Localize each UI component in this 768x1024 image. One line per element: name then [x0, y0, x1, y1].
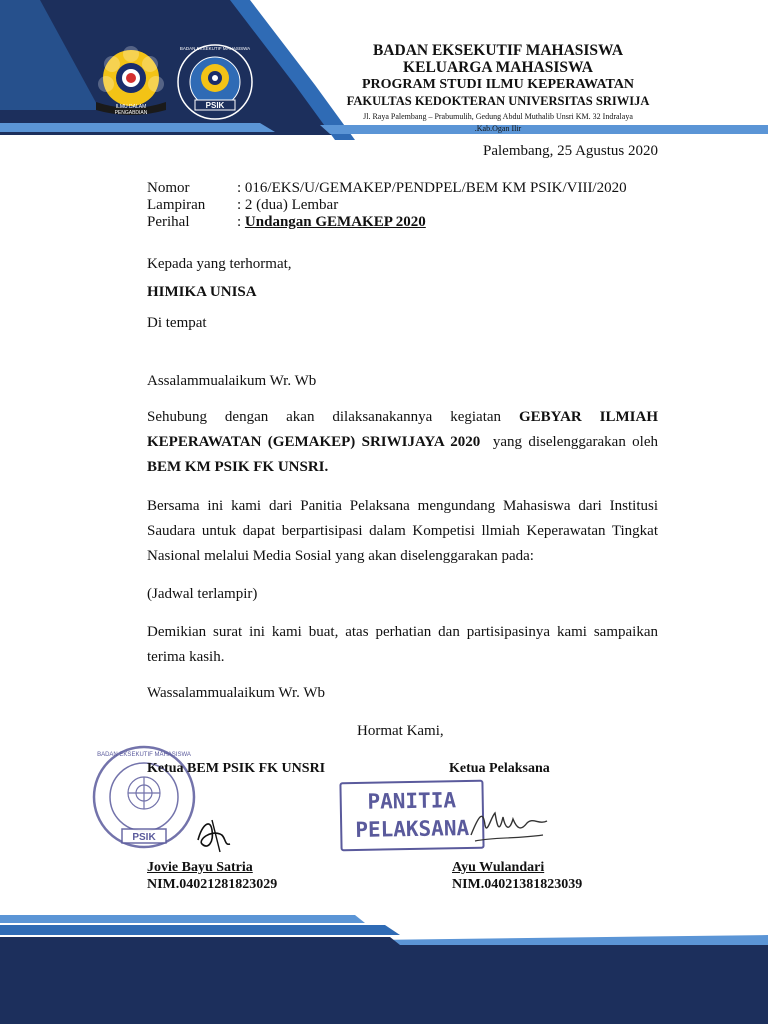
letterhead-line-4: FAKULTAS KEDOKTERAN UNIVERSITAS SRIWIJA [346, 94, 650, 108]
letter-meta [147, 180, 627, 231]
nomor-label: Nomor [147, 180, 190, 196]
meta-row-lampiran [147, 197, 627, 214]
perihal-colon: : [237, 214, 245, 230]
perihal-value: Undangan GEMAKEP 2020 [244, 214, 426, 230]
right-logo-ring-text: BADAN EKSEKUTIF MAHASISWA [179, 46, 251, 51]
recipient-name: HIMIKA UNISA [147, 284, 257, 300]
letterhead-line-1: BADAN EKSEKUTIF MAHASISWA [372, 42, 624, 59]
lampiran-label: Lampiran [147, 197, 206, 213]
paragraph-3: (Jadwal terlampir) [147, 586, 258, 602]
bem-psik-logo-icon [175, 42, 255, 122]
panitia-stamp-line-2: PELAKSANA [355, 816, 470, 842]
p1-organizer: BEM KM PSIK FK UNSRI. [147, 459, 329, 475]
panitia-stamp [339, 780, 484, 852]
left-logo-ribbon: ILMU DALAM PENGABDIAN [114, 104, 148, 116]
letterhead-address-1: Jl. Raya Palembang – Prabumulih, Gedung Abdul Muthalib Unsri KM. 32 Indralaya [363, 112, 633, 121]
left-signatory-name: Jovie Bayu Satria [147, 860, 253, 875]
letterhead-line-3: PROGRAM STUDI ILMU KEPERAWATAN [361, 77, 635, 92]
right-signatory-nim: NIM.04021381823039 [452, 877, 583, 892]
left-signature-icon [190, 800, 240, 855]
recipient-place: Di tempat [147, 315, 207, 331]
letterhead-line-2: KELUARGA MAHASISWA [403, 59, 593, 76]
footer-decoration [0, 905, 768, 1024]
closing-greeting: Wassalammualaikum Wr. Wb [147, 685, 326, 701]
right-signature-icon [465, 795, 555, 855]
meta-row-perihal [147, 214, 627, 231]
p1-part-a: Sehubung dengan akan dilaksanakannya kegiatan [147, 409, 519, 425]
letterhead-address-2: .Kab.Ogan Ilir [474, 124, 522, 133]
bem-stamp-ribbon: PSIK [132, 832, 156, 843]
p1-event-name: GEBYAR ILMIAH KEPERAWATAN (GEMAKEP) SRIWIJAYA 2020 [147, 409, 658, 450]
letterhead [318, 42, 678, 134]
meta-row-nomor [147, 180, 627, 197]
left-signatory-title: Ketua BEM PSIK FK UNSRI [147, 761, 326, 776]
letter-date: Palembang, 25 Agustus 2020 [483, 143, 658, 159]
left-signatory-nim: NIM.04021281823029 [147, 877, 278, 892]
right-signatory-title: Ketua Pelaksana [449, 761, 550, 776]
recipient-salutation: Kepada yang terhormat, [147, 256, 292, 272]
paragraph-2: Bersama ini kami dari Panitia Pelaksana mengundang Mahasiswa dari Institusi Saudara untuk dapat berpartisipasi dalam Kompetisi llmiah Keperawatan Tingkat Nasional melalui Media Sosial yang akan diselenggarakan pada: [147, 498, 658, 564]
paragraph-1 [147, 405, 662, 480]
right-signatory-name: Ayu Wulandari [452, 860, 545, 875]
paragraph-4: Demikian surat ini kami buat, atas perhatian dan partisipasinya kami sampaikan terima kasih. [147, 624, 658, 665]
perihal-label: Perihal [147, 214, 190, 230]
bem-stamp-ring-text: BADAN EKSEKUTIF MAHASISWA [97, 752, 191, 758]
lampiran-value: : 2 (dua) Lembar [237, 197, 339, 213]
nomor-value: : 016/EKS/U/GEMAKEP/PENDPEL/BEM KM PSIK/VIII/2020 [237, 180, 627, 196]
right-logo-ribbon: PSIK [205, 101, 225, 110]
p1-part-c: yang diselenggarakan oleh [480, 434, 662, 450]
panitia-stamp-line-1: PANITIA [367, 788, 457, 814]
regards: Hormat Kami, [357, 723, 444, 739]
opening-greeting: Assalammualaikum Wr. Wb [147, 373, 317, 389]
